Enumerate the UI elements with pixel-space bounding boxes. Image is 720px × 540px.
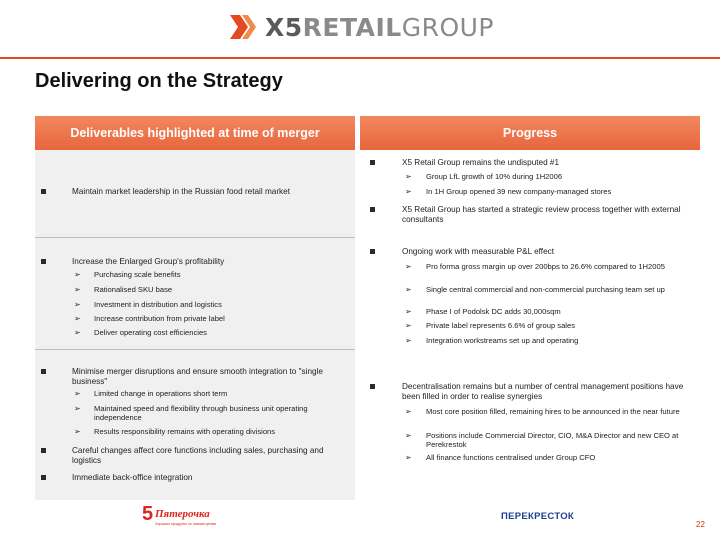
left-subitem: Investment in distribution and logistics	[94, 300, 222, 309]
left-divider	[35, 237, 355, 238]
bullet-icon	[41, 189, 46, 194]
pyaterochka-numeral: 5	[142, 503, 154, 525]
arrow-bullet-icon: ➢	[74, 314, 81, 323]
bullet-icon	[41, 369, 46, 374]
arrow-bullet-icon: ➢	[74, 404, 81, 413]
left-subitem: Rationalised SKU base	[94, 285, 173, 294]
left-item: Immediate back-office integration	[72, 473, 193, 482]
right-subitem: Phase I of Podolsk DC adds 30,000sqm	[426, 307, 561, 316]
perekrestok-logo	[500, 506, 582, 524]
arrow-bullet-icon: ➢	[405, 187, 412, 196]
right-subitem: Pro forma gross margin up over 200bps to 26.6% compared to 1H2005	[426, 262, 665, 271]
right-item: X5 Retail Group remains the undisputed #1	[402, 158, 560, 167]
left-item: Careful changes affect core functions including sales, purchasing and logistics	[72, 446, 324, 465]
arrow-bullet-icon: ➢	[74, 300, 81, 309]
left-divider	[35, 349, 355, 350]
pyaterochka-logo	[140, 500, 230, 528]
right-subitem: Single central commercial and non-commercial purchasing team set up	[426, 285, 665, 294]
bullet-icon	[370, 160, 375, 165]
logo-group: GROUP	[401, 12, 494, 42]
logo-wordmark	[265, 13, 494, 42]
arrow-bullet-icon: ➢	[405, 407, 412, 416]
arrow-bullet-icon: ➢	[74, 270, 81, 279]
right-item: X5 Retail Group has started a strategic review process together with external consultants	[402, 205, 681, 224]
right-subitem: Group LfL growth of 10% during 1H2006	[426, 172, 563, 181]
arrow-bullet-icon: ➢	[405, 172, 412, 181]
left-subitem: Results responsibility remains with operating divisions	[94, 427, 276, 436]
bullet-icon	[41, 448, 46, 453]
arrow-bullet-icon: ➢	[405, 285, 412, 294]
right-subitem: Integration workstreams set up and operating	[426, 336, 579, 345]
right-subitem: Private label represents 6.6% of group sales	[426, 321, 576, 330]
arrow-bullet-icon: ➢	[74, 328, 81, 337]
right-column-header: Progress	[360, 116, 700, 150]
left-item: Increase the Enlarged Group's profitability	[72, 257, 225, 266]
logo-x5: X5	[265, 12, 303, 42]
bullet-icon	[41, 475, 46, 480]
right-item: Decentralisation remains but a number of central management positions have been filled in order to realise synergies	[402, 382, 684, 401]
logo-retail: RETAIL	[302, 12, 402, 42]
right-subitem: In 1H Group opened 39 new company-managed stores	[426, 187, 612, 196]
arrow-bullet-icon: ➢	[405, 262, 412, 271]
right-subitem: Most core position filled, remaining hires to be announced in the near future	[426, 407, 680, 416]
bullet-icon	[370, 207, 375, 212]
left-subitem: Maintained speed and flexibility through business unit operating independence	[94, 404, 308, 422]
header-rule	[0, 57, 720, 59]
right-item: Ongoing work with measurable P&L effect	[402, 247, 555, 256]
arrow-bullet-icon: ➢	[405, 336, 412, 345]
left-subitem: Deliver operating cost efficiencies	[94, 328, 207, 337]
page-title: Delivering on the Strategy	[35, 70, 283, 92]
bullet-icon	[370, 249, 375, 254]
left-subitem: Purchasing scale benefits	[94, 270, 181, 279]
arrow-bullet-icon: ➢	[405, 431, 412, 440]
arrow-bullet-icon: ➢	[74, 389, 81, 398]
bullet-icon	[41, 259, 46, 264]
left-item: Maintain market leadership in the Russian food retail market	[72, 187, 290, 196]
right-subitem: Positions include Commercial Director, CIO, M&A Director and new CEO at Perekrestok	[426, 431, 679, 449]
pyaterochka-tagline: Хорошие продукты по низким ценам	[155, 522, 216, 526]
left-item: Minimise merger disruptions and ensure smooth integration to "single business"	[72, 367, 323, 386]
logo-chevron-icon	[228, 11, 262, 43]
perekrestok-wordmark: ПЕРЕКРЕСТОК	[501, 511, 574, 522]
arrow-bullet-icon: ➢	[405, 307, 412, 316]
left-subitem: Increase contribution from private label	[94, 314, 225, 323]
page-number: 22	[696, 520, 705, 529]
company-logo	[228, 10, 494, 44]
arrow-bullet-icon: ➢	[405, 453, 412, 462]
left-column-header: Deliverables highlighted at time of merger	[35, 116, 355, 150]
right-subitem: All finance functions centralised under Group CFO	[426, 453, 596, 462]
arrow-bullet-icon: ➢	[405, 321, 412, 330]
left-subitem: Limited change in operations short term	[94, 389, 228, 398]
arrow-bullet-icon: ➢	[74, 285, 81, 294]
pyaterochka-wordmark: Пятерочка	[155, 508, 210, 520]
arrow-bullet-icon: ➢	[74, 427, 81, 436]
bullet-icon	[370, 384, 375, 389]
